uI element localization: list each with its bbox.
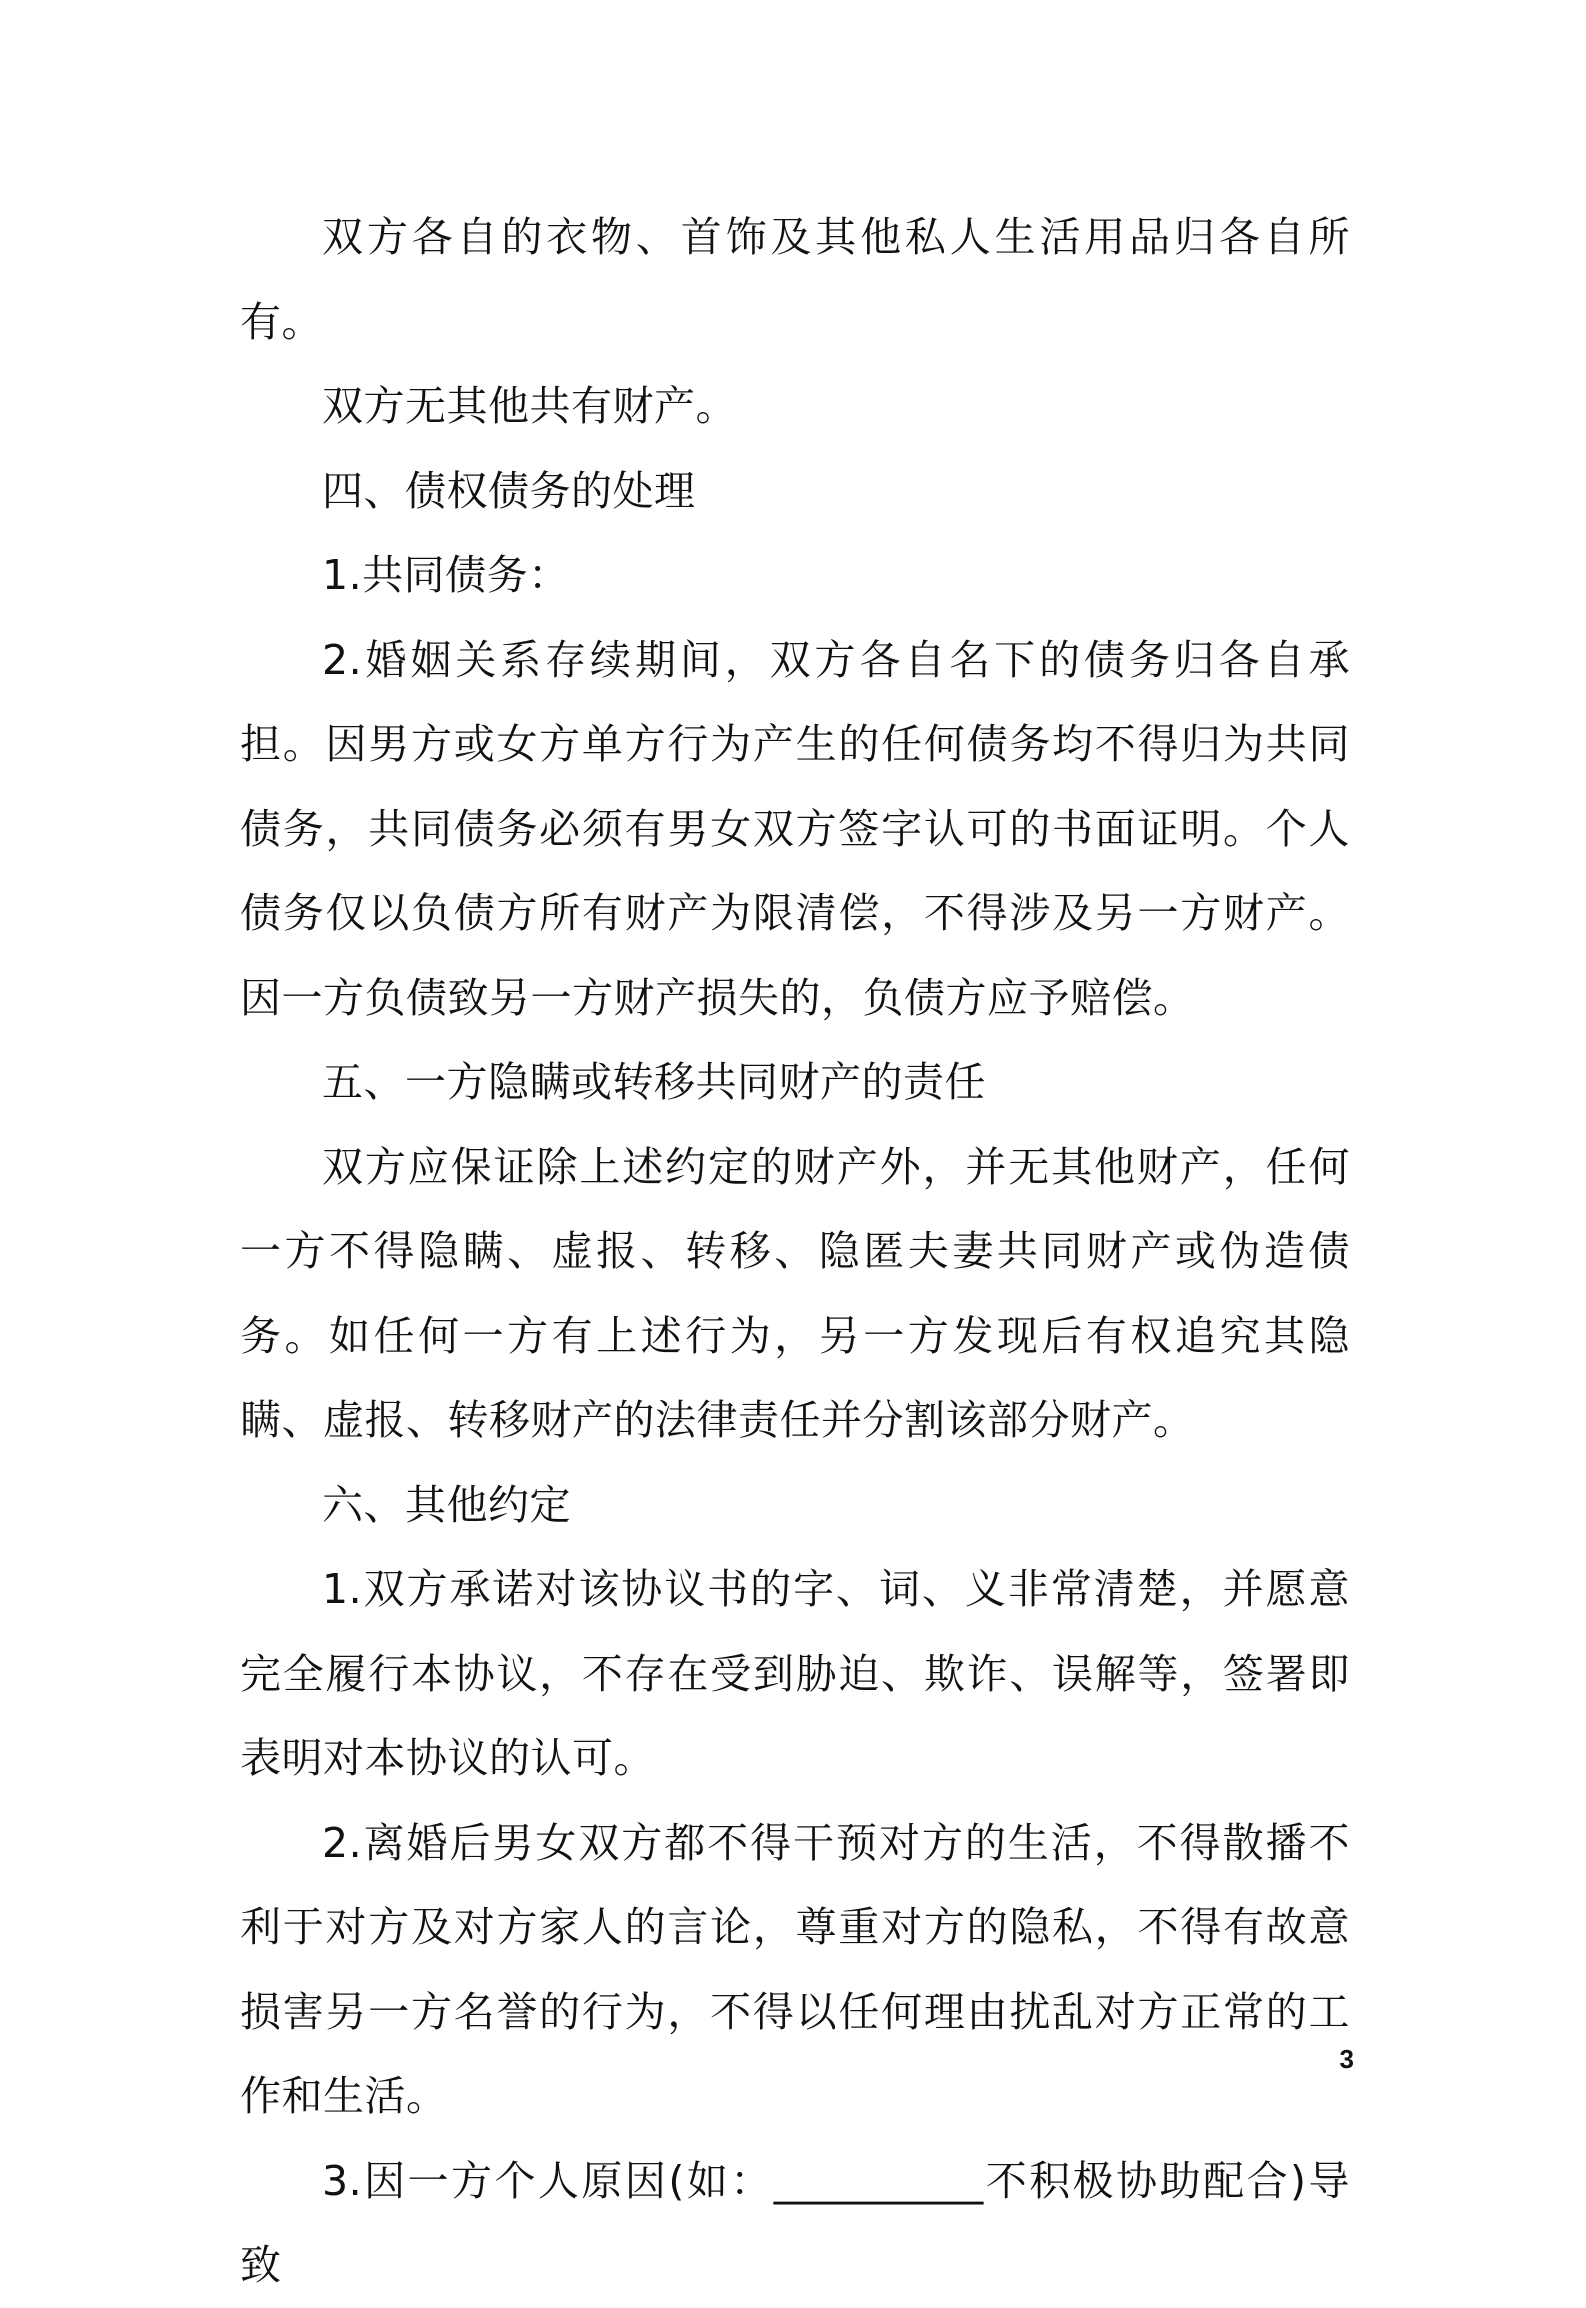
paragraph-concealment-liability: 双方应保证除上述约定的财产外，并无其他财产，任何一方不得隐瞒、虚报、转移、隐匿夫妻共同财产或伪造债务。如任何一方有上述行为，另一方发现后有权追究其隐瞒、虚报、转移财产的法律责任并分割该部分财产。 xyxy=(240,1142,1350,1444)
paragraph-no-other-property: 双方无其他共有财产。 xyxy=(322,382,737,430)
section-heading-other-terms: 六、其他约定 xyxy=(322,1480,571,1529)
paragraph-agreement-acknowledgement: 1.双方承诺对该协议书的字、词、义非常清楚，并愿意完全履行本协议，不存在受到胁迫、欺诈、误解等，签署即表明对本协议的认可。 xyxy=(240,1565,1350,1782)
section-heading-debts: 四、债权债务的处理 xyxy=(322,466,696,515)
paragraph-separate-debts: 2.婚姻关系存续期间，双方各自名下的债务归各自承担。因男方或女方单方行为产生的任何债务均不得归为共同债务，共同债务必须有男女双方签字认可的书面证明。个人债务仅以负债方所有财产为限清偿，不得涉及另一方财产。因一方负债致另一方财产损失的，负债方应予赔偿。 xyxy=(240,635,1350,1022)
page-number: 3 xyxy=(1339,2044,1354,2074)
section-heading-concealment: 五、一方隐瞒或转移共同财产的责任 xyxy=(322,1058,986,1106)
paragraph-non-interference: 2.离婚后男女双方都不得干预对方的生活，不得散播不利于对方及对方家人的言论，尊重对方的隐私，不得有故意损害另一方名誉的行为，不得以任何理由扰乱对方正常的工作和生活。 xyxy=(240,1818,1350,2120)
paragraph-cooperation: 3.因一方个人原因(如：__________不积极协助配合)导致 xyxy=(240,2156,1350,2289)
paragraph-joint-debts: 1.共同债务： xyxy=(322,551,570,599)
paragraph-personal-items: 双方各自的衣物、首饰及其他私人生活用品归各自所有。 xyxy=(240,213,1350,346)
document-body xyxy=(240,195,1350,2308)
